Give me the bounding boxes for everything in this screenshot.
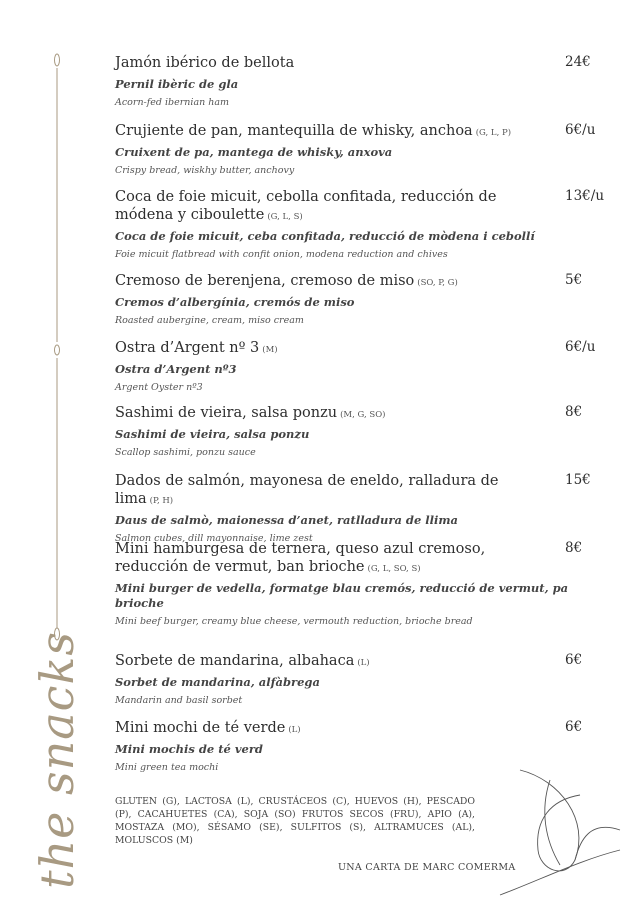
dish-name-catalan: Sashimi de vieira, salsa ponzu bbox=[115, 427, 310, 441]
dish-name: Cremoso de berenjena, cremoso de miso (SO, P, G) bbox=[115, 273, 458, 289]
allergen-codes: (M, G, SO) bbox=[340, 410, 386, 420]
dish-name-catalan: Mini mochis de té verd bbox=[115, 742, 263, 756]
dish-name-english: Acorn-fed ibernian ham bbox=[115, 97, 230, 108]
dish-name: Crujiente de pan, mantequilla de whisky, anchoa (G, L, P) bbox=[115, 123, 512, 139]
menu-item bbox=[115, 339, 615, 394]
allergen-codes: (G, L, S) bbox=[267, 212, 303, 222]
dish-name-english: Argent Oyster nº3 bbox=[115, 382, 203, 393]
dish-price: 8€ bbox=[565, 540, 583, 556]
dish-price: 6€ bbox=[565, 719, 583, 735]
dish-name: Ostra d’Argent nº 3 (M) bbox=[115, 340, 278, 356]
dish-name-catalan: Sorbet de mandarina, alfàbrega bbox=[115, 675, 320, 689]
dish-name-english: Foie micuit flatbread with confit onion, modena reduction and chives bbox=[115, 249, 448, 260]
dish-price: 6€/u bbox=[565, 122, 596, 138]
dish-name-english: Mini green tea mochi bbox=[115, 762, 219, 773]
dish-name-english: Scallop sashimi, ponzu sauce bbox=[115, 447, 256, 458]
dish-price: 24€ bbox=[565, 54, 591, 70]
section-title-vertical: the snacks bbox=[30, 631, 84, 889]
dish-name-english: Roasted aubergine, cream, miso cream bbox=[115, 315, 304, 326]
allergen-codes: (SO, P, G) bbox=[417, 278, 458, 288]
allergen-codes: (G, L, SO, S) bbox=[367, 564, 421, 574]
dish-name-catalan: Mini burger de vedella, formatge blau cremós, reducció de vermut, pa brioche bbox=[115, 581, 569, 610]
dish-name-english: Crispy bread, wiskhy butter, anchovy bbox=[115, 165, 295, 176]
menu-item bbox=[115, 272, 615, 327]
dish-name-english: Salmon cubes, dill mayonnaise, lime zest bbox=[115, 533, 313, 544]
dish-name-catalan: Cremos d’albergínia, cremós de miso bbox=[115, 295, 355, 309]
dish-name-catalan: Cruixent de pa, mantega de whisky, anxova bbox=[115, 145, 393, 159]
dish-name-english: Mandarin and basil sorbet bbox=[115, 695, 243, 706]
dish-price: 13€/u bbox=[565, 188, 605, 204]
dish-price: 6€/u bbox=[565, 339, 596, 355]
menu-item bbox=[115, 54, 615, 109]
dish-name: Mini mochi de té verde (L) bbox=[115, 720, 301, 736]
dish-name: Sashimi de vieira, salsa ponzu (M, G, SO) bbox=[115, 405, 386, 421]
dish-name-catalan: Daus de salmò, maionessa d’anet, ratlladura de llima bbox=[115, 513, 459, 527]
dish-name-catalan: Coca de foie micuit, ceba confitada, reducció de mòdena i cebollí bbox=[115, 229, 535, 243]
signature-drawing bbox=[480, 760, 630, 900]
dish-name: Coca de foie micuit, cebolla confitada, reducción de módena y ciboulette (G, L, S) bbox=[115, 189, 497, 223]
menu-item bbox=[115, 122, 615, 177]
allergen-legend: GLUTEN (G), LACTOSA (L), CRUSTÁCEOS (C), HUEVOS (H), PESCADO (P), CACAHUETES (CA), SOJA (SO) FRUTOS SECOS (FRU), APIO (A), MOSTAZA (MO), SÉSAMO (SE), SULFITOS (S), ALTRAMUCES (AL), MOLUSCOS (M) bbox=[115, 796, 475, 846]
dish-name: Sorbete de mandarina, albahaca (L) bbox=[115, 653, 370, 669]
allergen-codes: (G, L, P) bbox=[475, 128, 512, 138]
dish-price: 8€ bbox=[565, 404, 583, 420]
menu-item bbox=[115, 188, 615, 261]
allergen-codes: (L) bbox=[288, 725, 301, 735]
dish-name: Jamón ibérico de bellota bbox=[115, 55, 295, 71]
dish-name: Mini hamburgesa de ternera, queso azul cremoso, reducción de vermut, ban brioche (G, L, SO, S) bbox=[115, 541, 486, 575]
allergen-codes: (P, H) bbox=[149, 496, 174, 506]
credit-line: UNA CARTA DE MARC COMERMA bbox=[338, 862, 516, 873]
dish-name-english: Mini beef burger, creamy blue cheese, vermouth reduction, brioche bread bbox=[115, 616, 473, 627]
menu-item bbox=[115, 540, 615, 628]
dish-price: 15€ bbox=[565, 472, 591, 488]
dish-name-catalan: Ostra d’Argent nº3 bbox=[115, 362, 237, 376]
allergen-codes: (L) bbox=[357, 658, 370, 668]
dish-price: 5€ bbox=[565, 272, 583, 288]
allergen-codes: (M) bbox=[262, 345, 278, 355]
menu-item bbox=[115, 472, 615, 545]
menu-item bbox=[115, 404, 615, 459]
dish-price: 6€ bbox=[565, 652, 583, 668]
dish-name-catalan: Pernil ibèric de gla bbox=[115, 77, 239, 91]
dish-name: Dados de salmón, mayonesa de eneldo, ralladura de lima (P, H) bbox=[115, 473, 499, 507]
menu-item bbox=[115, 652, 615, 707]
